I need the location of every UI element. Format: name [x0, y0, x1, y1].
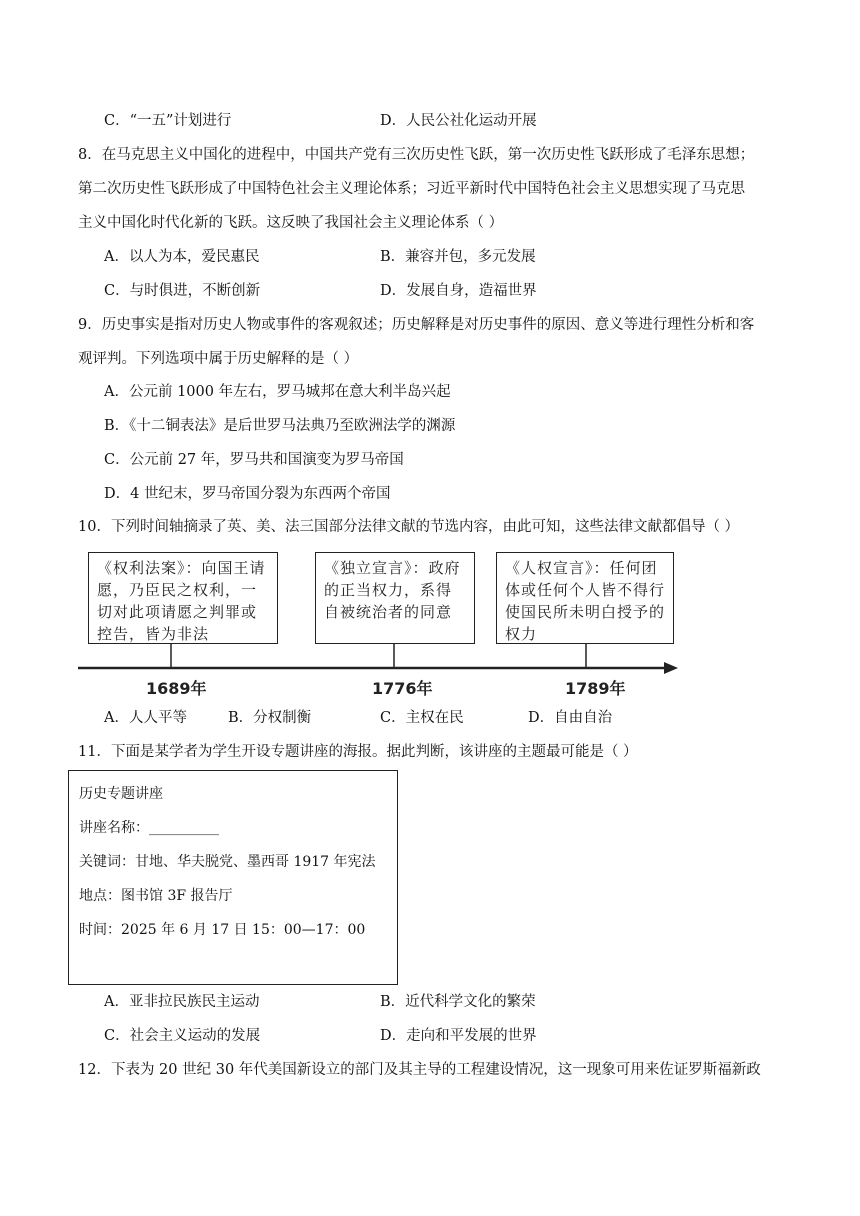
q8-option-c: C．与时俱进，不断创新 — [104, 283, 261, 299]
q12-stem: 12．下表为 20 世纪 30 年代美国新设立的部门及其主导的工程建设情况，这一现象可用来佐证罗斯福新政 — [78, 1062, 761, 1078]
q9-option-c: C．公元前 27 年，罗马共和国演变为罗马帝国 — [104, 452, 404, 468]
q8-option-d: D．发展自身，造福世界 — [380, 283, 537, 299]
lecture-poster — [68, 770, 398, 985]
q11-option-d: D．走向和平发展的世界 — [380, 1028, 537, 1044]
q9-stem-line-1: 9．历史事实是指对历史人物或事件的客观叙述；历史解释是对历史事件的原因、意义等进行理性分析和客 — [78, 317, 755, 333]
q9-option-d: D．4 世纪末，罗马帝国分裂为东西两个帝国 — [104, 486, 391, 502]
poster-time: 时间：2025 年 6 月 17 日 15：00—17：00 — [79, 922, 366, 938]
q8-option-a: A．以人为本，爱民惠民 — [104, 249, 260, 265]
q10-option-b: B．分权制衡 — [228, 710, 312, 726]
q10-option-c: C．主权在民 — [380, 710, 464, 726]
timeline-year-1776: 1776年 — [372, 679, 433, 698]
timeline-year-1689: 1689年 — [146, 679, 207, 698]
q9-option-b: B．《十二铜表法》是后世罗马法典乃至欧洲法学的渊源 — [104, 418, 456, 434]
poster-keywords: 关键词：甘地、华夫脱党、墨西哥 1917 年宪法 — [79, 854, 376, 870]
q10-option-a: A．人人平等 — [104, 710, 187, 726]
q11-stem: 11．下面是某学者为学生开设专题讲座的海报。据此判断，该讲座的主题最可能是（ ） — [78, 744, 638, 760]
timeline-box-declaration-of-independence: 《独立宣言》：政府的正当权力，系得自被统治者的同意 — [315, 552, 475, 644]
q11-option-a: A．亚非拉民族民主运动 — [104, 994, 260, 1010]
q11-option-b: B．近代科学文化的繁荣 — [380, 994, 536, 1010]
poster-title: 历史专题讲座 — [79, 786, 163, 802]
q11-option-c: C．社会主义运动的发展 — [104, 1028, 261, 1044]
q7-option-c: C．“一五”计划进行 — [104, 113, 232, 129]
q8-option-b: B．兼容并包，多元发展 — [380, 249, 536, 265]
q10-timeline — [78, 548, 688, 698]
poster-location: 地点：图书馆 3F 报告厅 — [79, 888, 233, 904]
q9-stem-line-2: 观评判。下列选项中属于历史解释的是（ ） — [78, 351, 359, 367]
q10-stem: 10．下列时间轴摘录了英、美、法三国部分法律文献的节选内容，由此可知，这些法律文献都倡导（ ） — [78, 519, 740, 535]
q10-option-d: D．自由自治 — [528, 710, 613, 726]
poster-lecture-name: 讲座名称：__________ — [79, 820, 219, 836]
q7-option-d: D．人民公社化运动开展 — [380, 113, 537, 129]
timeline-year-1789: 1789年 — [565, 679, 626, 698]
q8-stem-line-2: 第二次历史性飞跃形成了中国特色社会主义理论体系；习近平新时代中国特色社会主义思想实现了马克思 — [78, 181, 745, 197]
q8-stem-line-3: 主义中国化时代化新的飞跃。这反映了我国社会主义理论体系（ ） — [78, 215, 504, 231]
q9-option-a: A．公元前 1000 年左右，罗马城邦在意大利半岛兴起 — [104, 384, 451, 400]
timeline-box-declaration-of-rights-of-man: 《人权宣言》：任何团体或任何个人皆不得行使国民所未明白授予的权力 — [496, 552, 674, 644]
q8-stem-line-1: 8．在马克思主义中国化的进程中，中国共产党有三次历史性飞跃，第一次历史性飞跃形成了毛泽东思想； — [78, 147, 755, 163]
timeline-box-bill-of-rights: 《权利法案》：向国王请愿，乃臣民之权利，一切对此项请愿之判罪或控告，皆为非法 — [88, 552, 278, 644]
